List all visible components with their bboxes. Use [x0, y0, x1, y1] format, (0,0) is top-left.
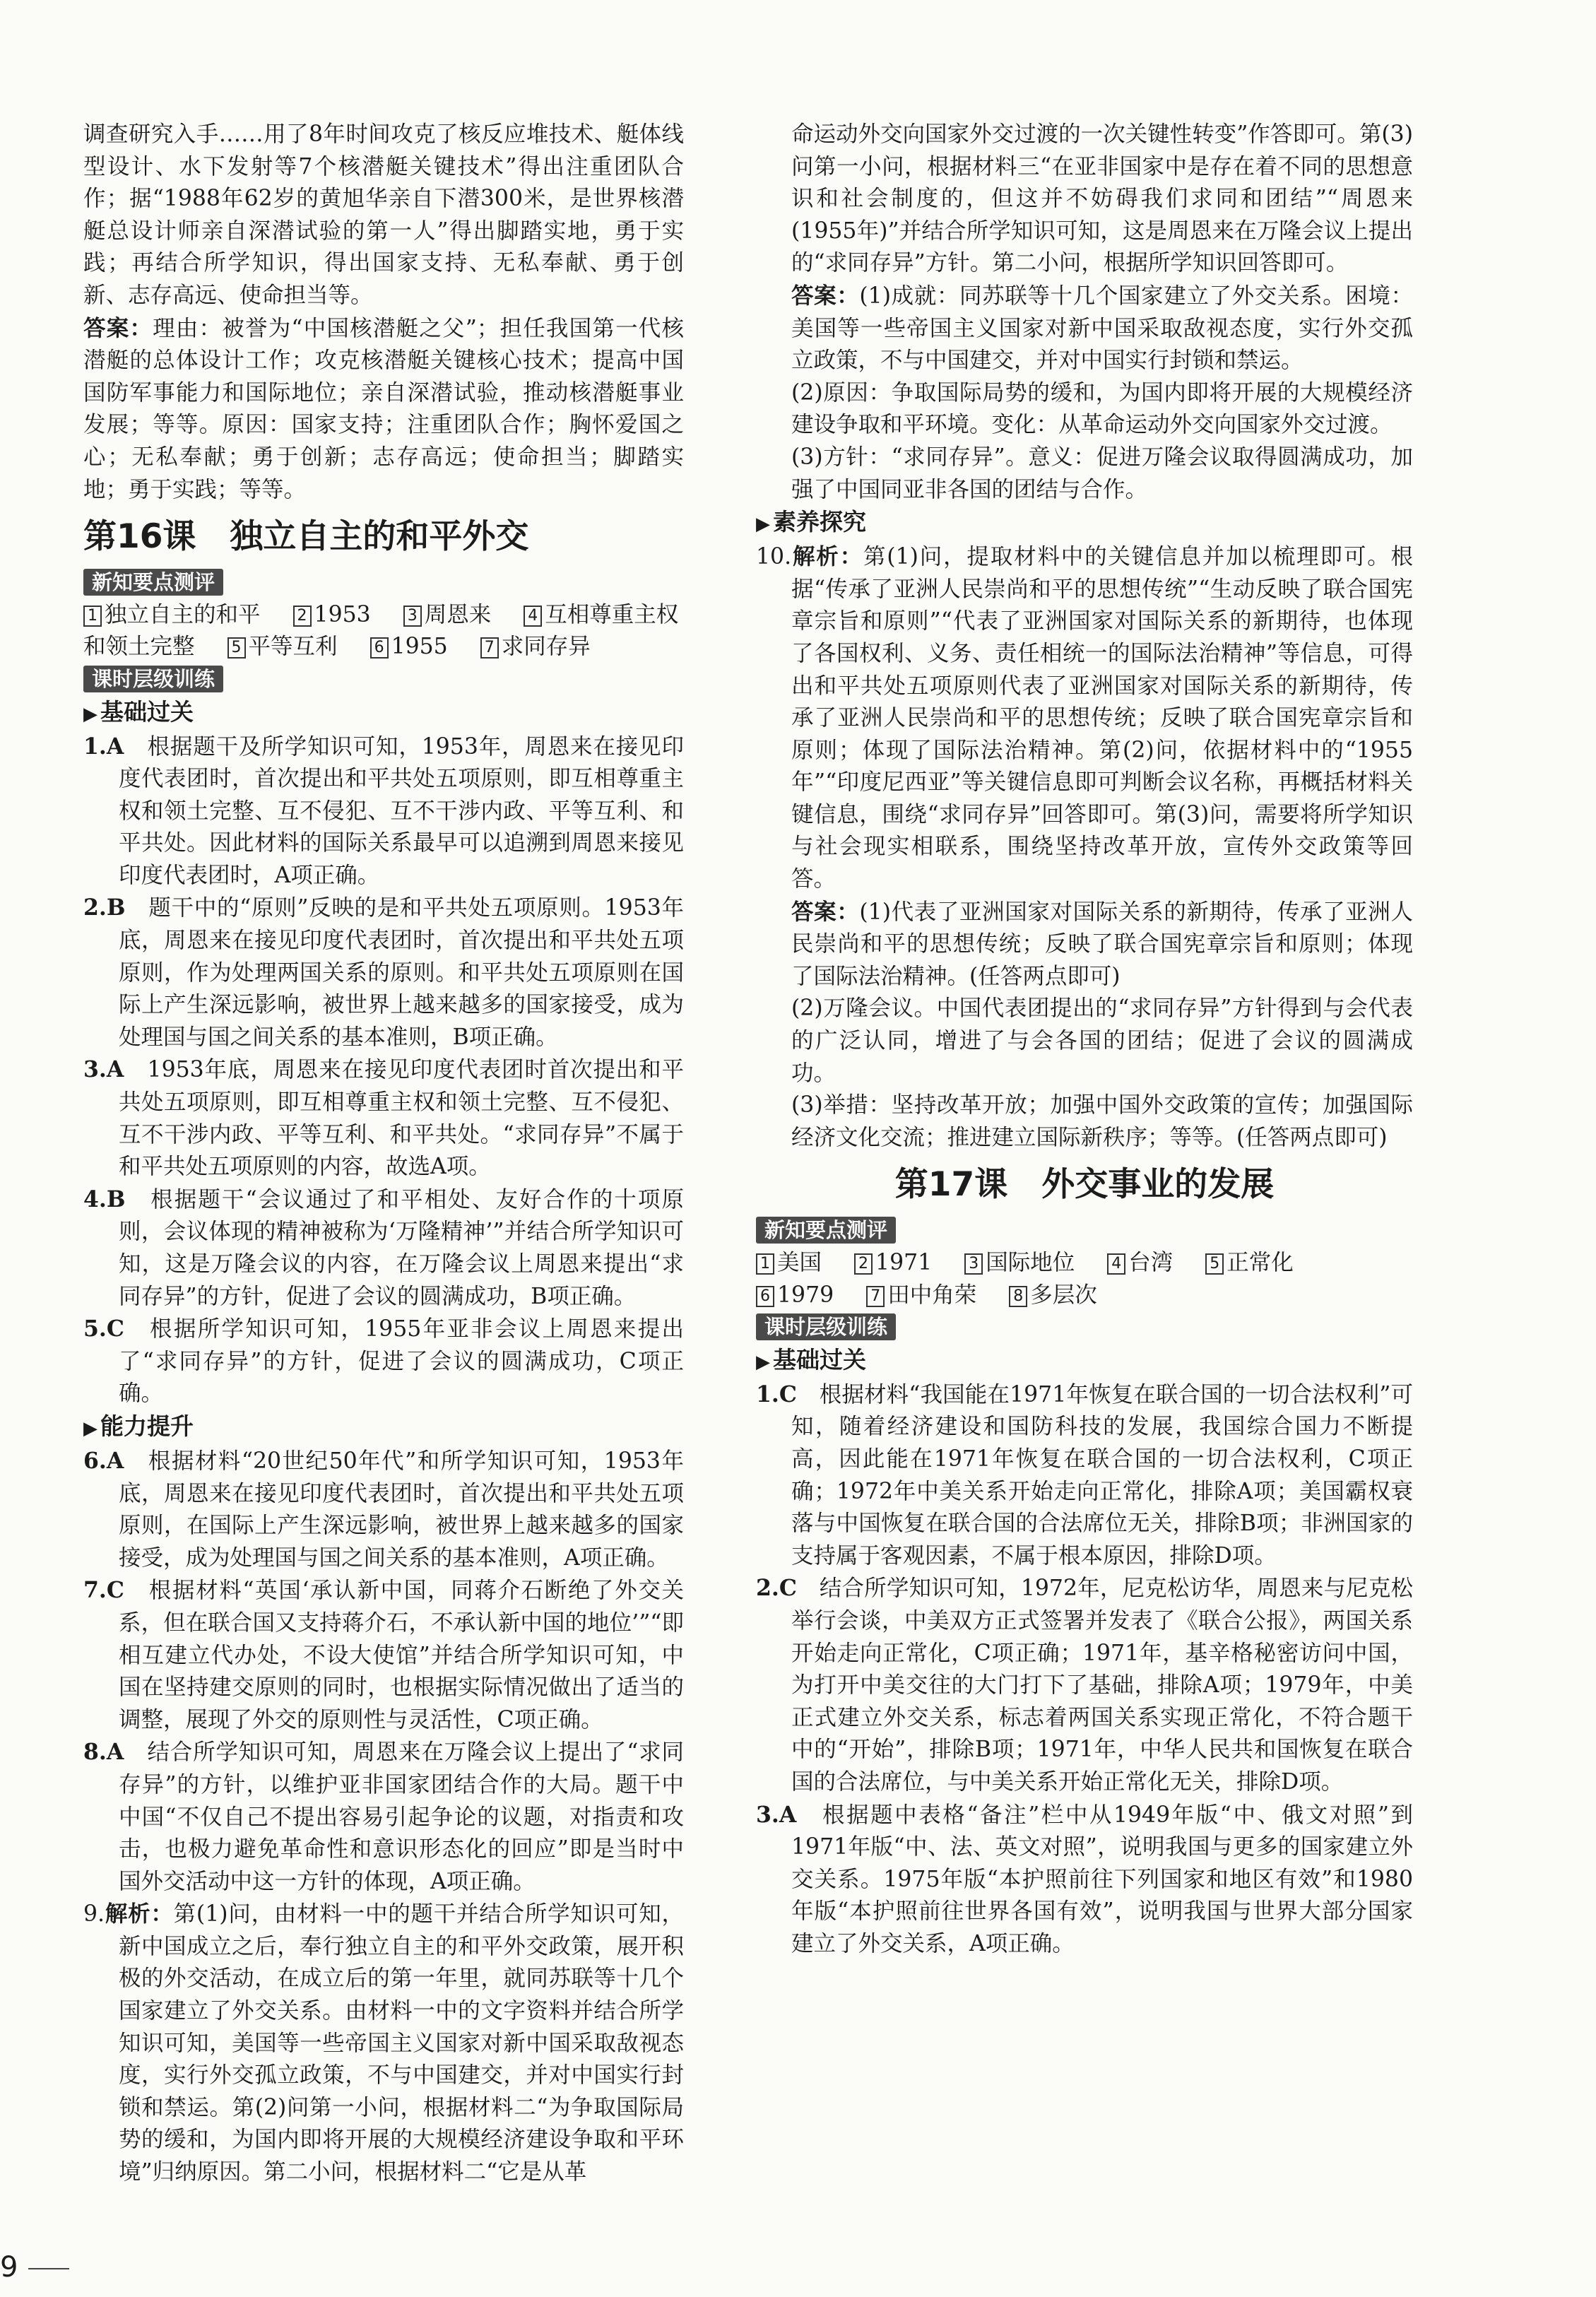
item-10-answer: (3)举措：坚持改革开放；加强中国外交政策的宣传；加强国际经济文化交流；推进建立国际新秩序；等等。(任答两点即可)	[791, 1092, 1413, 1150]
question-item-10	[756, 541, 1413, 896]
intro-paragraph: 调查研究入手……用了8年时间攻克了核反应堆技术、艇体线型设计、水下发射等7个核潜艇关键技术”得出注重团队合作；据“1988年62岁的黄旭华亲自下潜300米，是世界核潜艇总设计师亲自深潜试验的第一人”得出脚踏实地，勇于实践；再结合所学知识，得出国家支持、无私奉献、勇于创新、志存高远、使命担当等。	[83, 122, 684, 308]
item-text: 结合所学知识可知，1972年，尼克松访华，周恩来与尼克松举行会谈，中美双方正式签署并发表了《联合公报》，两国关系开始走向正常化，C项正确；1971年，基辛格秘密访问中国，为打开中美交往的大门打下了基础，排除A项；1979年，中美正式建立外交关系，标志着两国关系实现正常化，不符合题干中的“开始”，排除B项；1971年，中华人民共和国恢复在联合国的合法席位，与中美关系开始正常化无关，排除D项。	[791, 1576, 1413, 1795]
item-text: 第(1)问，由材料一中的题干并结合所学知识可知，新中国成立之后，奉行独立自主的和平外交政策，展开积极的外交活动，在成立后的第一年里，就同苏联等十几个国家建立了外交关系。由材料一中的文字资料并结合所学知识可知，美国等一些帝国主义国家对新中国采取敌视态度，实行外交孤立政策，不与中国建交，并对中国实行封锁和禁运。第(2)问第一小问，根据材料二“为争取国际局势的缓和，为国内即将开展的大规模经济建设争取和平环境”归纳原因。第二小问，根据材料二“它是从革	[119, 1901, 684, 2185]
answer-label: 答案：	[791, 898, 860, 925]
number-box: 5	[227, 637, 246, 659]
key-point-text: 多层次	[1030, 1282, 1097, 1308]
triangle-icon: ▶	[756, 1351, 770, 1373]
section-ability	[83, 1410, 684, 1445]
item-number: 9.	[83, 1901, 105, 1927]
key-point-text: 互相尊重主权和领土完整	[83, 601, 679, 660]
lesson-number: 第16课	[83, 517, 196, 557]
badge-knowledge: 新知要点测评	[756, 1217, 896, 1244]
key-point	[480, 634, 591, 659]
lesson-17-heading	[756, 1157, 1413, 1213]
item-10-answer: (2)万隆会议。中国代表团提出的“求同存异”方针得到与会代表的广泛认同，增进了与会各国的团结；促进了会议的圆满成功。	[791, 996, 1413, 1086]
item-text: 根据题中表格“备注”栏中从1949年版“中、俄文对照”到1971年版“中、法、英文对照”，说明我国与更多的国家建立外交关系。1975年版“本护照前往下列国家和地区有效”和1980年版“本护照前往世界各国有效”，说明我国与世界大部分国家建立了外交关系，A项正确。	[791, 1802, 1413, 1956]
left-column	[83, 119, 684, 2189]
key-point-text: 周恩来	[424, 601, 492, 627]
number-box: 3	[964, 1253, 983, 1275]
key-point-text: 1979	[777, 1282, 834, 1308]
number-box: 4	[1107, 1253, 1125, 1275]
number-box: 1	[83, 606, 102, 627]
number-box: 6	[756, 1286, 774, 1307]
question-item	[83, 892, 684, 1053]
badge-training: 课时层级训练	[83, 666, 223, 692]
item-9-answer: (2)原因：争取国际局势的缓和，为国内即将开展的大规模经济建设争取和平环境。变化：从革命运动外交向国家外交过渡。	[791, 379, 1413, 438]
item-text: 根据题干“会议通过了和平相处、友好合作的十项原则，会议体现的精神被称为‘万隆精神’”并结合所学知识可知，这是万隆会议的内容，在万隆会议上周恩来提出“求同存异”的方针，促进了会议的圆满成功，B项正确。	[119, 1186, 684, 1309]
question-item	[83, 1574, 684, 1736]
item-10-answer	[756, 896, 1413, 993]
question-item	[83, 1313, 684, 1410]
key-point-text: 独立自主的和平	[105, 601, 261, 627]
right-column	[756, 119, 1413, 1960]
item-number: 2.B	[83, 894, 126, 921]
key-point-text: 国际地位	[986, 1250, 1075, 1275]
key-point-text: 1971	[875, 1250, 933, 1275]
key-point-text: 求同存异	[501, 634, 591, 660]
number-box: 2	[293, 606, 312, 627]
section-title: 基础过关	[773, 1345, 866, 1374]
badge-knowledge: 新知要点测评	[83, 569, 223, 596]
section-literacy	[756, 506, 1413, 541]
number-box: 4	[524, 606, 542, 627]
triangle-icon: ▶	[83, 703, 97, 725]
key-point-text: 1955	[391, 634, 448, 660]
lesson-title: 独立自主的和平外交	[230, 517, 529, 557]
key-point-text: 美国	[777, 1250, 822, 1275]
item-number: 5.C	[83, 1316, 124, 1342]
item-text: 根据题干及所学知识可知，1953年，周恩来在接见印度代表团时，首次提出和平共处五项原则，即互相尊重主权和领土完整、互不侵犯、互不干涉内政、平等互利、和平共处。因此材料的国际关系最早可以追溯到周恩来接见印度代表团时，A项正确。	[119, 733, 684, 888]
item-text: 根据材料“英国‘承认新中国，同蒋介石断绝了外交关系，但在联合国又支持蒋介石，不承认新中国的地位’”“即相互建立代办处，不设大使馆”并结合所学知识可知，中国在坚持建交原则的同时，也根据实际情况做出了适当的调整，展现了外交的原则性与灵活性，C项正确。	[119, 1578, 684, 1732]
item-text: 1953年底，周恩来在接见印度代表团时首次提出和平共处五项原则，即互相尊重主权和领土完整、互不侵犯、互不干涉内政、平等互利、和平共处。“求同存异”不属于和平共处五项原则的内容，故选A项。	[119, 1057, 684, 1180]
lesson-title: 外交事业的发展	[1041, 1165, 1275, 1205]
key-point	[1107, 1250, 1173, 1275]
key-point	[1205, 1250, 1294, 1275]
answer-label: 答案：	[83, 314, 153, 341]
item-9-answer: (3)方针：“求同存异”。意义：促进万隆会议取得圆满成功，加强了中国同亚非各国的团结与合作。	[791, 444, 1413, 502]
key-point	[854, 1250, 932, 1275]
section-title: 能力提升	[100, 1412, 194, 1440]
item-text: 题干中的“原则”反映的是和平共处五项原则。1953年底，周恩来在接见印度代表团时，首次提出和平共处五项原则，作为处理两国关系的原则。和平共处五项原则在国际上产生深远影响，被世界上越来越多的国家接受，成为处理国与国之间关系的基本准则，B项正确。	[119, 895, 684, 1050]
lesson-number: 第17课	[894, 1165, 1008, 1205]
key-point-text: 1953	[314, 601, 371, 627]
number-box: 8	[1009, 1286, 1027, 1307]
key-point	[83, 602, 261, 627]
analysis-label: 解析：	[791, 543, 863, 570]
triangle-icon: ▶	[756, 514, 770, 536]
analysis-label: 解析：	[105, 1901, 174, 1927]
question-item	[83, 731, 684, 892]
item-number: 6.A	[83, 1447, 124, 1474]
question-item	[756, 1799, 1413, 1961]
lesson-16-heading	[83, 509, 684, 565]
item-text: 结合所学知识可知，周恩来在万隆会议上提出了“求同存异”的方针，以维护亚非国家团结合作的大局。题干中中国“不仅自己不提出容易引起争论的议题，对指责和攻击，也极力避免革命性和意识形态化的回应”即是当时中国外交活动中这一方针的体现，A项正确。	[119, 1740, 684, 1894]
key-point	[866, 1282, 976, 1308]
number-box: 5	[1205, 1253, 1224, 1275]
item-text: 第(1)问，提取材料中的关键信息并加以梳理即可。根据“传承了亚洲人民崇尚和平的思想传统”“生动反映了联合国宪章宗旨和原则”“代表了亚洲国家对国际关系的新期待，也体现了各国权利、义务、责任相统一的国际法治精神”等信息，可得出和平共处五项原则代表了亚洲国家对国际关系的新期待，传承了亚洲人民崇尚和平的思想传统；反映了联合国宪章宗旨和原则；体现了国际法治精神。第(2)问，依据材料中的“1955年”“印度尼西亚”等关键信息即可判断会议名称，再概括材料关键信息，围绕“求同存异”回答即可。第(3)问，需要将所学知识与社会现实相联系，围绕坚持改革开放，宣传外交政策等回答。	[791, 544, 1413, 892]
key-point	[756, 1250, 822, 1275]
question-item	[83, 1183, 684, 1313]
item-number: 10.	[756, 544, 792, 570]
answer-paragraph	[83, 312, 684, 507]
item-number: 3.A	[83, 1056, 124, 1083]
key-point-text: 台湾	[1128, 1250, 1174, 1275]
section-basic	[83, 696, 684, 731]
badge-training: 课时层级训练	[756, 1313, 896, 1340]
key-point	[1009, 1282, 1097, 1308]
number-box: 6	[370, 637, 389, 659]
item-9-continued: 命运动外交向国家外交过渡的一次关键性转变”作答即可。第(3)问第一小问，根据材料三“在亚非国家中是存在着不同的思想意识和社会制度的，但这并不妨碍我们求同和团结”“周恩来(1955年)”并结合所学知识可知，这是周恩来在万隆会议上提出的“求同存异”方针。第二小问，根据所学知识回答即可。	[791, 122, 1413, 276]
item-number: 1.C	[756, 1381, 797, 1407]
key-point	[756, 1282, 834, 1308]
item-text: 根据所学知识可知，1955年亚非会议上周恩来提出了“求同存异”的方针，促进了会议的圆满成功，C项正确。	[119, 1316, 684, 1407]
key-point	[227, 634, 338, 659]
item-number: 4.B	[83, 1186, 126, 1212]
section-basic	[756, 1344, 1413, 1378]
key-points	[83, 599, 684, 663]
key-point	[293, 602, 371, 627]
item-number: 2.C	[756, 1575, 797, 1602]
question-item	[756, 1378, 1413, 1573]
footer-rule	[28, 2268, 69, 2269]
answer-text: 理由：被誉为“中国核潜艇之父”；担任我国第一代核潜艇的总体设计工作；攻克核潜艇关键核心技术；提高中国国防军事能力和国际地位；亲自深潜试验，推动核潜艇事业发展；等等。原因：国家支持；注重团队合作；胸怀爱国之心；无私奉献；勇于创新；志存高远；使命担当；脚踏实地；勇于实践；等等。	[83, 315, 684, 502]
key-point	[403, 602, 492, 627]
item-9-answer	[756, 280, 1413, 377]
section-title: 素养探究	[773, 508, 866, 536]
question-item	[756, 1572, 1413, 1798]
item-number: 3.A	[756, 1801, 797, 1828]
item-number: 1.A	[83, 733, 124, 760]
question-item	[83, 1736, 684, 1898]
number-box: 2	[854, 1253, 873, 1275]
key-points	[756, 1247, 1413, 1311]
item-text: 根据材料“我国能在1971年恢复在联合国的一切合法权利”可知，随着经济建设和国防科技的发展，我国综合国力不断提高，因此能在1971年恢复在联合国的一切合法权利，C项正确；1972年中美关系开始走向正常化，排除A项；美国霸权衰落与中国恢复在联合国的合法席位无关，排除B项；非洲国家的支持属于客观因素，不属于根本原因，排除D项。	[791, 1381, 1413, 1569]
answer-label: 答案：	[791, 282, 860, 309]
triangle-icon: ▶	[83, 1417, 97, 1439]
item-number: 7.C	[83, 1577, 124, 1604]
answer-text: (1)成就：同苏联等十几个国家建立了外交关系。困境：美国等一些帝国主义国家对新中国采取敌视态度，实行外交孤立政策，不与中国建交，并对中国实行封锁和禁运。	[791, 283, 1413, 374]
number-box: 1	[756, 1253, 774, 1275]
key-point	[370, 634, 448, 659]
key-point	[964, 1250, 1075, 1275]
item-text: 根据材料“20世纪50年代”和所学知识可知，1953年底，周恩来在接见印度代表团时，首次提出和平共处五项原则，在国际上产生深远影响，被世界上越来越多的国家接受，成为处理国与国之间关系的基本准则，A项正确。	[119, 1448, 684, 1571]
number-box: 7	[480, 637, 499, 659]
question-item-9	[83, 1898, 684, 2188]
key-point-text: 田中角荣	[887, 1282, 977, 1308]
question-item	[83, 1053, 684, 1183]
page-number: 9	[0, 2251, 18, 2284]
number-box: 7	[866, 1286, 885, 1307]
question-item	[83, 1445, 684, 1574]
key-point-text: 平等互利	[248, 634, 338, 660]
item-number: 8.A	[83, 1739, 124, 1766]
key-point-text: 正常化	[1226, 1250, 1294, 1275]
answer-text: (1)代表了亚洲国家对国际关系的新期待，传承了亚洲人民崇尚和平的思想传统；反映了联合国宪章宗旨和原则；体现了国际法治精神。(任答两点即可)	[791, 899, 1413, 989]
section-title: 基础过关	[100, 697, 194, 726]
number-box: 3	[403, 606, 422, 627]
